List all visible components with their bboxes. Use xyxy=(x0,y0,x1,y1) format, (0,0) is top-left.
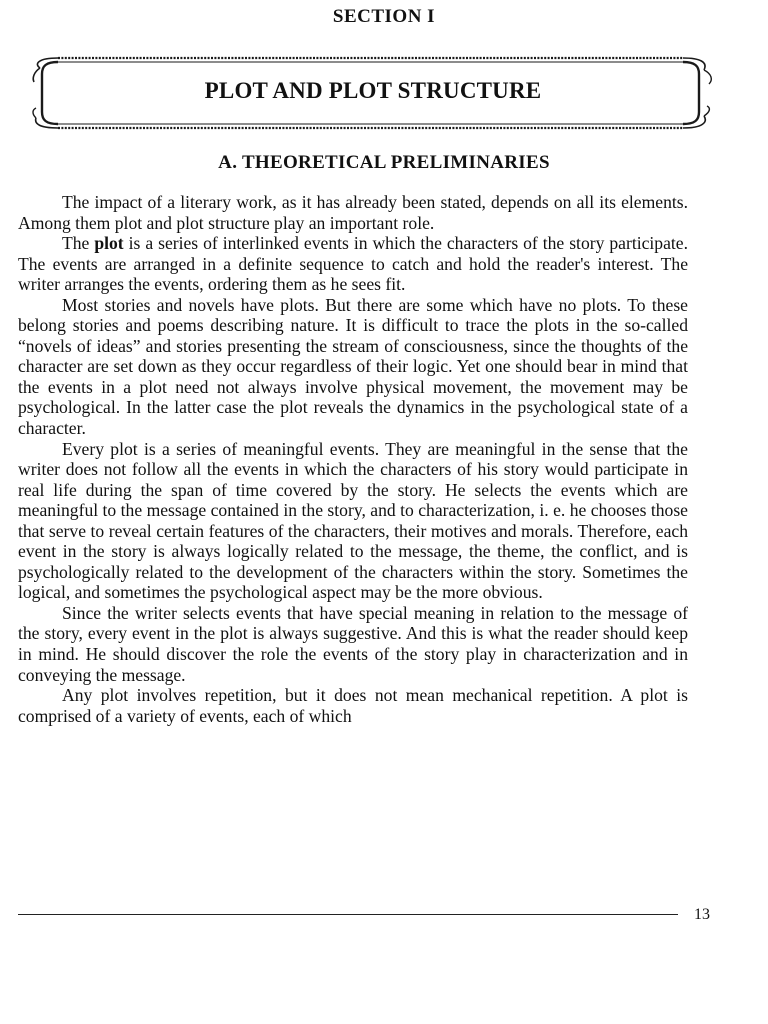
footer-rule xyxy=(18,914,678,915)
plot-term: plot xyxy=(94,233,124,254)
paragraph-4: Every plot is a series of meaningful events. They are meaningful in the sense that the writer does not follow all the events in which the characters of his story would participate in real life during the span of time covered by the story. He selects the events which are meaningful to the message contained in the story, and to characterization, i. e. he chooses those that serve to reveal certain features of the characters, their motives and morals. Therefore, each event in the story is always logically related to the message, the theme, the conflict, and is psychologically related to the development of the characters within the story. Sometimes the logical, and sometimes the psychological aspect may be the more obvious. xyxy=(18,438,688,603)
paragraph-5: Since the writer selects events that have special meaning in relation to the message of the story, every event in the plot is always suggestive. And this is what the reader should keep in mind. He should discover the role the events of the story play in characterization and in conveying the message. xyxy=(18,602,688,685)
paragraph-6: Any plot involves repetition, but it does not mean mechanical repetition. A plot is comprised of a variety of events, each of which xyxy=(18,685,688,726)
section-label: SECTION I xyxy=(332,6,436,27)
paragraph-2: The plot is a series of interlinked events in which the characters of the story participate. The events are arranged in a definite sequence to catch and hold the reader's interest. The writer arranges the events, ordering them as he sees fit. xyxy=(18,233,688,295)
section-subheading: A. THEORETICAL PRELIMINARIES xyxy=(218,152,550,173)
body-text xyxy=(18,192,688,726)
paragraph-1: The impact of a literary work, as it has already been stated, depends on all its elements. Among them plot and plot structure play an important role. xyxy=(18,192,688,233)
chapter-title-frame xyxy=(28,52,718,134)
paragraph-3: Most stories and novels have plots. But there are some which have no plots. To these belong stories and poems describing nature. It is difficult to trace the plots in the so-called “novels of ideas” and stories presenting the stream of consciousness, since the thoughts of the character are set down as they occur regardless of their logic. Yet one should bear in mind that the events in a plot need not always involve physical movement, the movement may be psychological. In the latter case the plot reveals the dynamics in the psychological state of a character. xyxy=(18,294,688,439)
chapter-title: PLOT AND PLOT STRUCTURE xyxy=(204,78,542,103)
page-number: 13 xyxy=(694,906,710,923)
